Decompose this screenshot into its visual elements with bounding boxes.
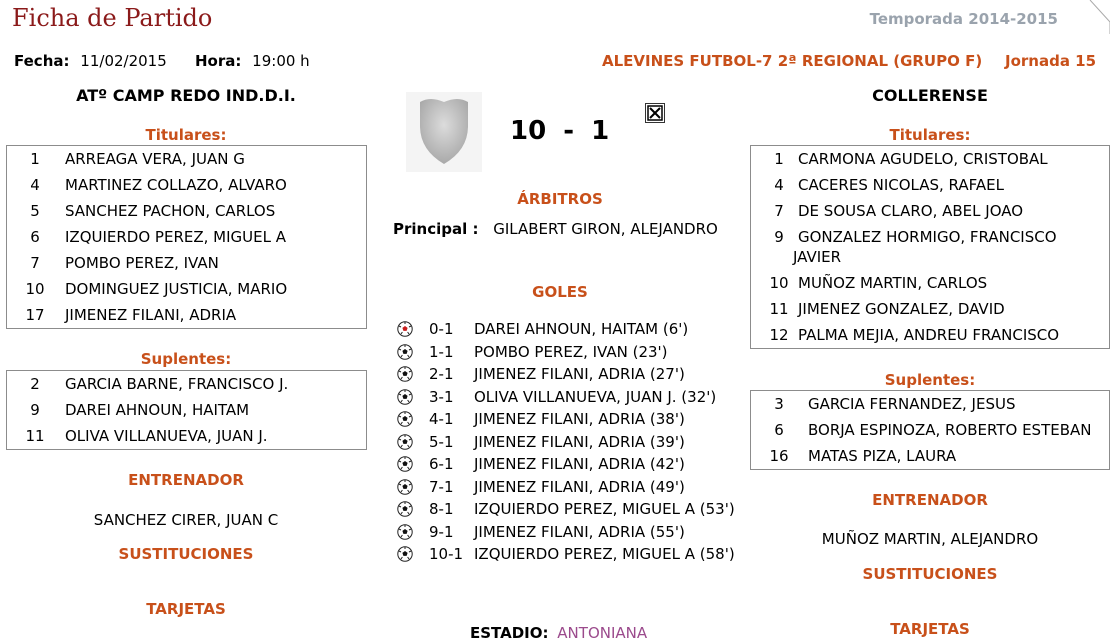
- player-number: 1: [774, 150, 784, 168]
- player-row: [7, 302, 366, 328]
- player-name: MARTINEZ COLLAZO, ALVARO: [65, 176, 287, 194]
- player-number: 10: [25, 280, 45, 298]
- goal-score: 7-1: [429, 477, 454, 496]
- player-name: POMBO PEREZ, IVAN: [65, 254, 219, 272]
- goal-score: 0-1: [429, 320, 454, 338]
- player-name: OLIVA VILLANUEVA, JUAN J.: [65, 427, 268, 445]
- goal-row: [397, 543, 742, 565]
- player-name: PALMA MEJIA, ANDREU FRANCISCO: [798, 326, 1060, 344]
- goal-score: 5-1: [429, 432, 454, 451]
- player-number: 11: [769, 300, 789, 318]
- soccer-ball-icon: [397, 546, 413, 562]
- goal-score: 10-1: [429, 545, 464, 563]
- goal-scorer: IZQUIERDO PEREZ, MIGUEL A (58'): [474, 545, 735, 563]
- home-titulares-list: [6, 145, 367, 329]
- estadio-label: ESTADIO:: [470, 624, 549, 642]
- player-row: [7, 371, 366, 397]
- away-titulares-label: Titulares:: [889, 126, 971, 144]
- match-date: [14, 52, 167, 70]
- goal-score: 4-1: [429, 410, 454, 428]
- player-row: [7, 224, 366, 250]
- goal-row: [397, 431, 742, 453]
- goal-scorer: OLIVA VILLANUEVA, JUAN J. (32'): [474, 387, 717, 406]
- goal-row: [397, 498, 742, 520]
- goal-scorer: JIMENEZ FILANI, ADRIA (27'): [474, 365, 685, 383]
- goal-score: 9-1: [429, 522, 454, 541]
- player-number: 4: [774, 176, 784, 194]
- player-row: [751, 172, 1109, 198]
- player-name: IZQUIERDO PEREZ, MIGUEL A: [65, 228, 287, 246]
- player-name: GONZALEZ HORMIGO, FRANCISCO: [798, 228, 1057, 246]
- match-time: [195, 52, 310, 70]
- player-name: CACERES NICOLAS, RAFAEL: [798, 176, 1004, 194]
- goal-score: 6-1: [429, 455, 454, 473]
- player-name: JIMENEZ FILANI, ADRIA: [65, 306, 237, 324]
- player-row: [7, 276, 366, 302]
- player-row: [7, 172, 366, 198]
- player-number: 7: [774, 202, 784, 220]
- competition-label: ALEVINES FUTBOL-7 2ª REGIONAL (GRUPO F): [602, 52, 983, 70]
- fecha-label: Fecha:: [14, 52, 70, 70]
- goal-row: [397, 408, 742, 430]
- player-row: [7, 250, 366, 276]
- fecha-value: 11/02/2015: [80, 52, 167, 70]
- player-row: [751, 198, 1109, 224]
- player-row: [751, 443, 1109, 469]
- goal-scorer: DAREI AHNOUN, HAITAM (6'): [474, 320, 689, 338]
- player-number: 17: [25, 306, 45, 324]
- arbitros-label: ÁRBITROS: [517, 190, 603, 208]
- home-entrenador-name: SANCHEZ CIRER, JUAN C: [93, 511, 279, 529]
- goal-row: [397, 476, 742, 498]
- player-row: [751, 391, 1109, 417]
- home-team-name: ATº CAMP REDO IND.D.I.: [76, 86, 296, 105]
- player-name: DOMINGUEZ JUSTICIA, MARIO: [65, 280, 288, 298]
- home-suplentes-label: Suplentes:: [140, 350, 232, 368]
- goles-label: GOLES: [532, 283, 588, 301]
- player-number: 2: [30, 375, 40, 393]
- player-number: 1: [30, 150, 40, 168]
- soccer-ball-icon: [397, 321, 413, 337]
- goal-row: [397, 363, 742, 385]
- principal-value: GILABERT GIRON, ALEJANDRO: [493, 220, 718, 238]
- player-row: [751, 417, 1109, 443]
- home-entrenador-label: ENTRENADOR: [128, 471, 244, 489]
- soccer-ball-icon: [397, 344, 413, 360]
- player-name: DE SOUSA CLARO, ABEL JOAO: [798, 202, 1024, 220]
- home-titulares-label: Titulares:: [145, 126, 227, 144]
- goal-row: [397, 521, 742, 543]
- player-number: 6: [30, 228, 40, 246]
- stadium-line: [470, 624, 647, 642]
- player-number: 5: [30, 202, 40, 220]
- player-row: [751, 322, 1109, 348]
- goal-score: 1-1: [429, 342, 454, 361]
- soccer-ball-icon: [397, 366, 413, 382]
- estadio-value: ANTONIANA: [557, 624, 648, 642]
- away-suplentes-label: Suplentes:: [884, 371, 976, 389]
- home-shield-icon: [406, 92, 482, 172]
- away-titulares-list: [750, 145, 1110, 349]
- home-tarjetas-label: TARJETAS: [146, 600, 226, 618]
- away-sustituciones-label: SUSTITUCIONES: [862, 565, 998, 583]
- referee-line: [393, 220, 718, 238]
- player-name: MUÑOZ MARTIN, CARLOS: [798, 274, 988, 292]
- goal-scorer: JIMENEZ FILANI, ADRIA (38'): [474, 410, 685, 428]
- away-entrenador-label: ENTRENADOR: [872, 491, 988, 509]
- player-row: [7, 397, 366, 423]
- player-name-continuation: JAVIER: [793, 248, 842, 266]
- hora-value: 19:00 h: [252, 52, 310, 70]
- goal-row: [397, 386, 742, 408]
- player-number: 3: [774, 395, 784, 413]
- player-row: [751, 270, 1109, 296]
- season-label: Temporada 2014-2015: [869, 10, 1058, 28]
- player-number: 9: [774, 228, 784, 246]
- player-row: [7, 146, 366, 172]
- player-row: [7, 423, 366, 449]
- player-name: DAREI AHNOUN, HAITAM: [65, 401, 250, 419]
- goal-row: [397, 453, 742, 475]
- player-name: ARREAGA VERA, JUAN G: [65, 150, 245, 168]
- score-separator: -: [563, 116, 575, 146]
- goal-row: [397, 341, 742, 363]
- home-sustituciones-label: SUSTITUCIONES: [118, 545, 254, 563]
- away-suplentes-list: [750, 390, 1110, 470]
- soccer-ball-icon: [397, 434, 413, 450]
- goal-scorer: JIMENEZ FILANI, ADRIA (49'): [474, 477, 685, 496]
- jornada-label: Jornada 15: [1005, 52, 1097, 70]
- player-name: SANCHEZ PACHON, CARLOS: [65, 202, 276, 220]
- player-row: [751, 146, 1109, 172]
- away-entrenador-name: MUÑOZ MARTIN, ALEJANDRO: [821, 530, 1039, 548]
- player-number: 12: [769, 326, 789, 344]
- player-name: MATAS PIZA, LAURA: [808, 447, 957, 465]
- player-number: 9: [30, 401, 40, 419]
- soccer-ball-icon: [397, 479, 413, 495]
- goal-score: 2-1: [429, 365, 454, 383]
- soccer-ball-icon: [397, 524, 413, 540]
- home-score: 10: [510, 116, 547, 146]
- page-corner-icon: [1080, 0, 1110, 34]
- player-name: BORJA ESPINOZA, ROBERTO ESTEBAN: [808, 421, 1092, 439]
- goal-row: [397, 318, 742, 340]
- goal-scorer: JIMENEZ FILANI, ADRIA (42'): [474, 455, 685, 473]
- goal-scorer: POMBO PEREZ, IVAN (23'): [474, 342, 668, 361]
- principal-label: Principal :: [393, 220, 479, 238]
- player-row: [7, 198, 366, 224]
- goal-score: 8-1: [429, 500, 454, 518]
- player-number: 7: [30, 254, 40, 272]
- away-team-name: COLLERENSE: [872, 86, 988, 105]
- player-number: 11: [25, 427, 45, 445]
- player-number: 10: [769, 274, 789, 292]
- away-tarjetas-label: TARJETAS: [890, 620, 970, 638]
- player-row-continuation: [751, 244, 1109, 270]
- broken-image-icon: [645, 103, 665, 123]
- home-suplentes-list: [6, 370, 367, 450]
- goal-score: 3-1: [429, 387, 454, 406]
- soccer-ball-icon: [397, 389, 413, 405]
- player-row: [751, 296, 1109, 322]
- soccer-ball-icon: [397, 501, 413, 517]
- goal-scorer: JIMENEZ FILANI, ADRIA (39'): [474, 432, 685, 451]
- away-score: 1: [591, 116, 610, 146]
- goal-scorer: JIMENEZ FILANI, ADRIA (55'): [474, 522, 685, 541]
- goal-scorer: IZQUIERDO PEREZ, MIGUEL A (53'): [474, 500, 735, 518]
- player-name: GARCIA FERNANDEZ, JESUS: [808, 395, 1016, 413]
- player-name: JIMENEZ GONZALEZ, DAVID: [798, 300, 1005, 318]
- scoreboard: [510, 116, 609, 146]
- player-number: 4: [30, 176, 40, 194]
- player-number: 16: [769, 447, 789, 465]
- page-title: Ficha de Partido: [12, 4, 213, 32]
- player-name: GARCIA BARNE, FRANCISCO J.: [65, 375, 289, 393]
- soccer-ball-icon: [397, 456, 413, 472]
- player-name: CARMONA AGUDELO, CRISTOBAL: [798, 150, 1048, 168]
- hora-label: Hora:: [195, 52, 242, 70]
- player-number: 6: [774, 421, 784, 439]
- soccer-ball-icon: [397, 411, 413, 427]
